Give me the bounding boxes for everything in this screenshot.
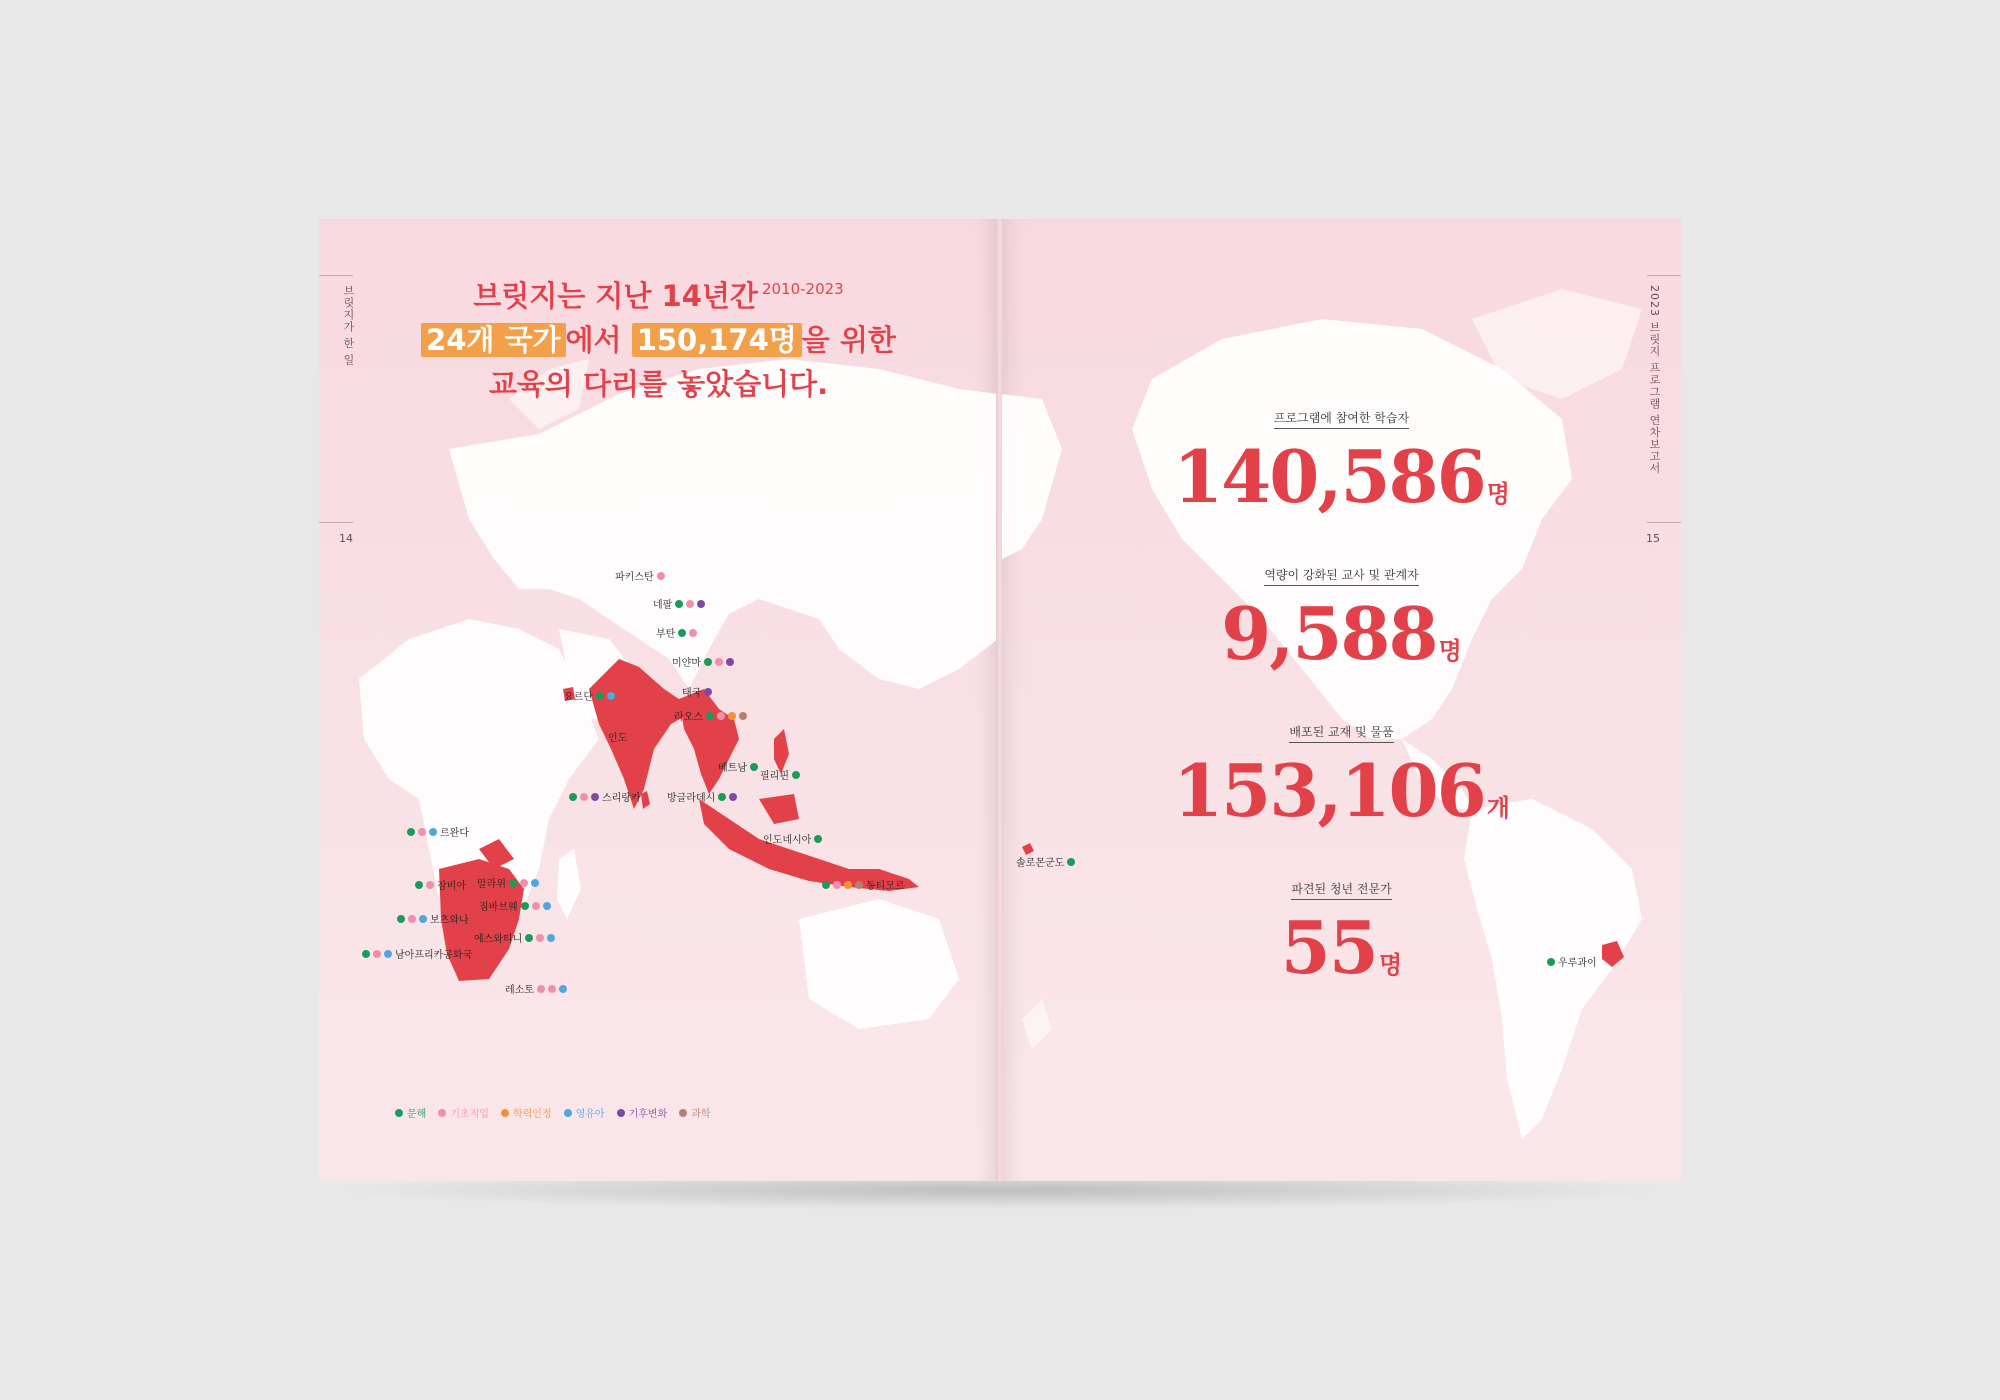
legend-label: 문해 bbox=[407, 1109, 427, 1120]
program-dot-icon bbox=[726, 658, 734, 666]
program-dot-icon bbox=[822, 881, 830, 889]
program-dot-icon bbox=[717, 712, 725, 720]
country-label bbox=[653, 596, 705, 611]
left-page bbox=[319, 219, 998, 1181]
country-name: 에스와티니 bbox=[474, 934, 523, 945]
country-name: 태국 bbox=[682, 688, 702, 699]
program-dot-icon bbox=[739, 712, 747, 720]
program-dot-icon bbox=[591, 793, 599, 801]
country-label bbox=[362, 946, 472, 961]
legend-dot-icon bbox=[564, 1109, 572, 1117]
stat-value bbox=[1002, 434, 1681, 534]
legend-dot-icon bbox=[617, 1109, 625, 1117]
stat-value bbox=[1002, 905, 1681, 1005]
stat-unit: 명 bbox=[1438, 637, 1462, 665]
program-dot-icon bbox=[844, 881, 852, 889]
side-rule-top bbox=[1647, 275, 1681, 276]
program-dot-icon bbox=[697, 600, 705, 608]
program-dot-icon bbox=[520, 879, 528, 887]
country-label bbox=[615, 568, 665, 583]
country-name: 미얀마 bbox=[672, 658, 701, 669]
country-name: 필리핀 bbox=[760, 771, 789, 782]
legend-label: 과학 bbox=[691, 1109, 711, 1120]
page-number: 14 bbox=[339, 532, 353, 545]
right-page bbox=[1002, 219, 1681, 1181]
stat-learners bbox=[1002, 407, 1681, 534]
side-title: 브릿지가 한 일 bbox=[342, 285, 355, 366]
program-dot-icon bbox=[384, 950, 392, 958]
country-label bbox=[674, 708, 747, 723]
country-name: 인도 bbox=[608, 733, 628, 744]
program-dot-icon bbox=[607, 692, 615, 700]
country-label bbox=[397, 911, 469, 926]
country-label bbox=[474, 930, 555, 945]
country-name: 파키스탄 bbox=[615, 572, 654, 583]
program-dot-icon bbox=[543, 902, 551, 910]
program-dot-icon bbox=[704, 688, 712, 696]
legend-item-climate bbox=[617, 1105, 668, 1120]
program-dot-icon bbox=[547, 934, 555, 942]
program-dot-icon bbox=[814, 835, 822, 843]
stat-unit: 명 bbox=[1486, 480, 1510, 508]
headline-year: 2010-2023 bbox=[761, 280, 844, 298]
program-dot-icon bbox=[792, 771, 800, 779]
country-name: 인도네시아 bbox=[763, 835, 812, 846]
country-name: 보츠와나 bbox=[430, 915, 469, 926]
country-label bbox=[656, 625, 697, 640]
country-name: 남아프리카공화국 bbox=[395, 950, 473, 961]
program-dot-icon bbox=[706, 712, 714, 720]
program-dot-icon bbox=[750, 763, 758, 771]
program-dot-icon bbox=[1067, 858, 1075, 866]
legend-item-basic bbox=[438, 1105, 489, 1120]
country-label bbox=[718, 759, 758, 774]
program-dot-icon bbox=[373, 950, 381, 958]
country-label bbox=[1016, 854, 1075, 869]
country-name: 요르단 bbox=[564, 692, 593, 703]
stat-label: 역량이 강화된 교사 및 관계자 bbox=[1264, 566, 1418, 586]
headline-line3: 교육의 다리를 놓았습니다. bbox=[488, 367, 829, 401]
headline-line1: 브릿지는 지난 14년간 bbox=[473, 279, 758, 313]
legend-dot-icon bbox=[679, 1109, 687, 1117]
country-name: 우루과이 bbox=[1558, 958, 1597, 969]
country-label bbox=[407, 824, 469, 839]
country-label bbox=[569, 789, 641, 804]
country-name: 베트남 bbox=[718, 763, 747, 774]
program-dot-icon bbox=[426, 881, 434, 889]
program-dot-icon bbox=[729, 793, 737, 801]
page-number: 15 bbox=[1646, 532, 1660, 545]
program-dot-icon bbox=[569, 793, 577, 801]
headline-countries: 24개 국가 bbox=[421, 323, 566, 357]
legend-item-infant bbox=[564, 1105, 605, 1120]
country-label bbox=[608, 729, 627, 744]
legend-dot-icon bbox=[501, 1109, 509, 1117]
program-dot-icon bbox=[429, 828, 437, 836]
stat-number: 9,588 bbox=[1221, 591, 1437, 676]
program-dot-icon bbox=[408, 915, 416, 923]
program-dot-icon bbox=[407, 828, 415, 836]
program-dot-icon bbox=[580, 793, 588, 801]
stat-unit: 명 bbox=[1379, 951, 1403, 979]
country-label bbox=[477, 875, 539, 890]
program-dot-icon bbox=[689, 629, 697, 637]
legend bbox=[395, 1105, 711, 1120]
country-label bbox=[672, 654, 734, 669]
country-label bbox=[505, 981, 567, 996]
program-dot-icon bbox=[855, 881, 863, 889]
program-dot-icon bbox=[532, 902, 540, 910]
country-label bbox=[415, 877, 466, 892]
stat-label: 프로그램에 참여한 학습자 bbox=[1274, 409, 1409, 429]
country-label bbox=[667, 789, 737, 804]
legend-label: 학력인정 bbox=[512, 1109, 552, 1120]
program-dot-icon bbox=[531, 879, 539, 887]
stat-teachers bbox=[1002, 564, 1681, 691]
program-dot-icon bbox=[833, 881, 841, 889]
headline-mid: 에서 bbox=[565, 323, 622, 357]
country-label bbox=[822, 877, 905, 892]
country-name: 부탄 bbox=[656, 629, 676, 640]
stat-label: 파견된 청년 전문가 bbox=[1291, 880, 1391, 900]
program-dot-icon bbox=[397, 915, 405, 923]
country-label bbox=[763, 831, 822, 846]
program-dot-icon bbox=[537, 985, 545, 993]
program-dot-icon bbox=[521, 902, 529, 910]
program-dot-icon bbox=[418, 828, 426, 836]
program-dot-icon bbox=[596, 692, 604, 700]
country-name: 동티모르 bbox=[866, 881, 905, 892]
headline-end: 을 위한 bbox=[801, 323, 896, 357]
country-label bbox=[564, 688, 615, 703]
country-name: 스리랑카 bbox=[602, 793, 641, 804]
country-name: 솔로몬군도 bbox=[1016, 858, 1065, 869]
stat-number: 140,586 bbox=[1173, 434, 1485, 519]
country-name: 잠비아 bbox=[437, 881, 466, 892]
country-label bbox=[760, 767, 800, 782]
program-dot-icon bbox=[536, 934, 544, 942]
world-map-right bbox=[1002, 219, 1681, 1181]
legend-label: 기후변화 bbox=[628, 1109, 668, 1120]
legend-item-academic bbox=[501, 1105, 552, 1120]
country-name: 레소토 bbox=[505, 985, 534, 996]
country-label bbox=[479, 898, 551, 913]
country-name: 짐바브웨 bbox=[479, 902, 518, 913]
stat-value bbox=[1002, 591, 1681, 691]
legend-label: 기초직업 bbox=[450, 1109, 489, 1120]
program-dot-icon bbox=[718, 793, 726, 801]
side-rule-bottom bbox=[319, 522, 353, 523]
country-name: 방글라데시 bbox=[667, 793, 716, 804]
headline bbox=[319, 267, 998, 406]
program-dot-icon bbox=[419, 915, 427, 923]
country-name: 르완다 bbox=[440, 828, 469, 839]
legend-label: 영유아 bbox=[575, 1109, 605, 1120]
stat-number: 55 bbox=[1280, 905, 1377, 990]
stat-label: 배포된 교재 및 물품 bbox=[1289, 723, 1393, 743]
legend-dot-icon bbox=[395, 1109, 403, 1117]
program-dot-icon bbox=[525, 934, 533, 942]
country-name: 말라위 bbox=[477, 879, 506, 890]
program-dot-icon bbox=[715, 658, 723, 666]
program-dot-icon bbox=[548, 985, 556, 993]
program-dot-icon bbox=[686, 600, 694, 608]
stat-value bbox=[1002, 748, 1681, 848]
country-label bbox=[682, 684, 712, 699]
program-dot-icon bbox=[704, 658, 712, 666]
headline-people: 150,174명 bbox=[632, 323, 802, 357]
program-dot-icon bbox=[509, 879, 517, 887]
stat-experts bbox=[1002, 878, 1681, 1005]
legend-item-culture bbox=[395, 1105, 426, 1120]
program-dot-icon bbox=[678, 629, 686, 637]
side-title: 2023 브릿지 프로그램 연차보고서 bbox=[1648, 285, 1661, 475]
program-dot-icon bbox=[728, 712, 736, 720]
program-dot-icon bbox=[675, 600, 683, 608]
stat-number: 153,106 bbox=[1173, 748, 1485, 833]
stat-unit: 개 bbox=[1486, 794, 1510, 822]
legend-dot-icon bbox=[438, 1109, 446, 1117]
legend-item-science bbox=[679, 1105, 710, 1120]
country-name: 네팔 bbox=[653, 600, 673, 611]
program-dot-icon bbox=[559, 985, 567, 993]
program-dot-icon bbox=[657, 572, 665, 580]
program-dot-icon bbox=[362, 950, 370, 958]
stat-materials bbox=[1002, 721, 1681, 848]
program-dot-icon bbox=[415, 881, 423, 889]
country-name: 라오스 bbox=[674, 712, 703, 723]
